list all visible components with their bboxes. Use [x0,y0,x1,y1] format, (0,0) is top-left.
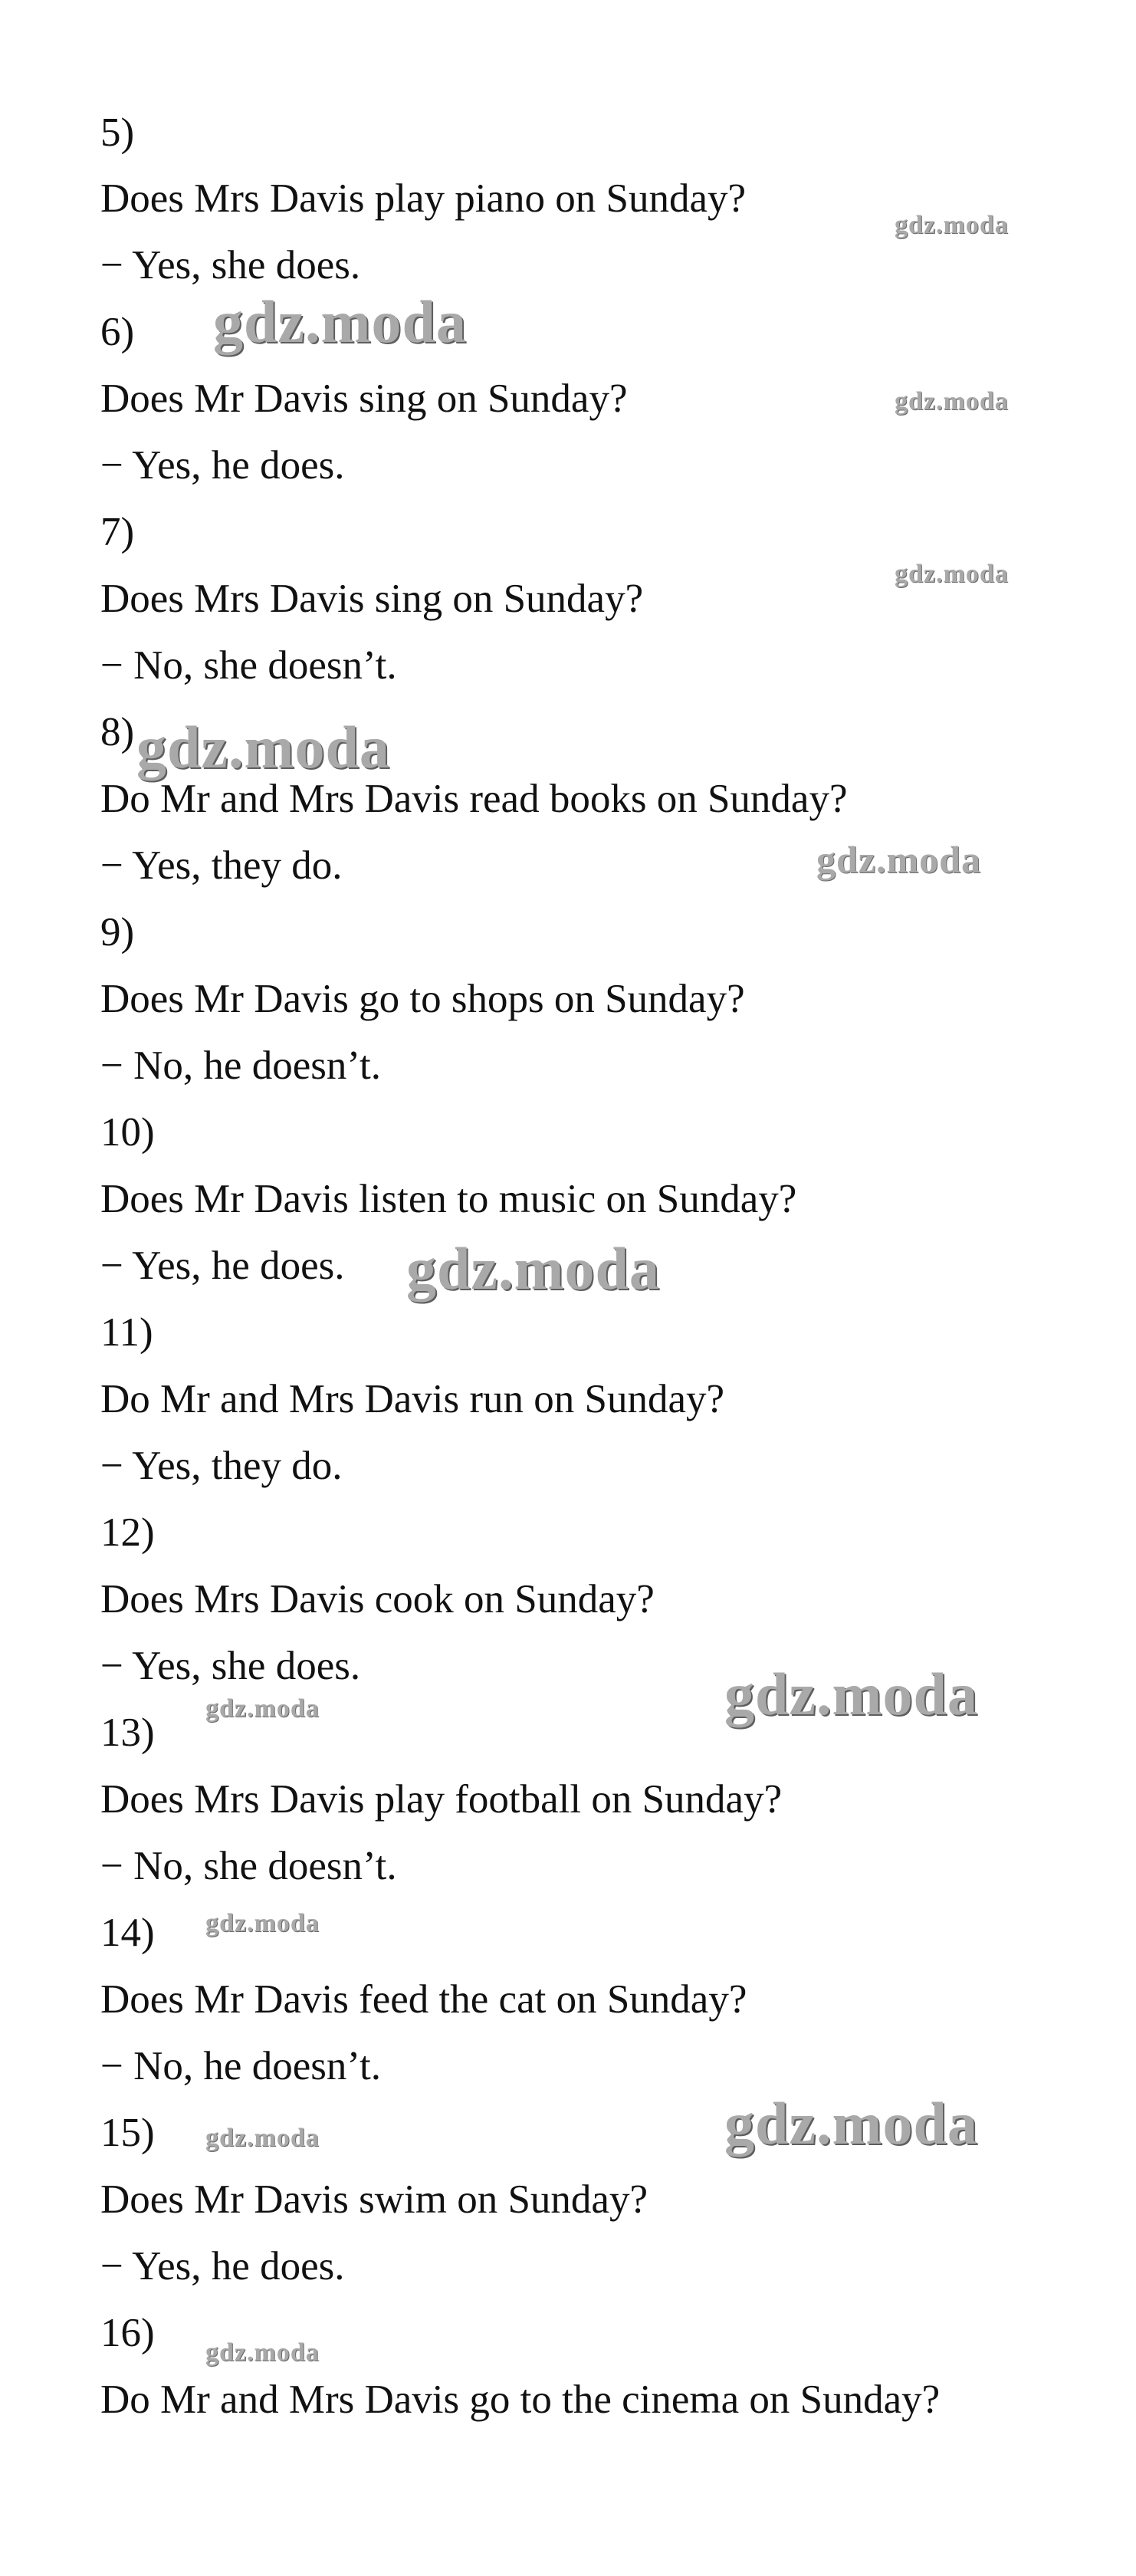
item-number-16: 16) [100,2311,155,2355]
answer-14: − No, he doesn’t. [100,2044,382,2088]
question-7: Does Mrs Davis sing on Sunday? [100,577,644,621]
question-16: Do Mr and Mrs Davis go to the cinema on Sunday? [100,2377,941,2422]
item-number-11: 11) [100,1310,153,1355]
item-number-6: 6) [100,310,135,354]
question-15: Does Mr Davis swim on Sunday? [100,2177,648,2222]
question-13: Does Mrs Davis play football on Sunday? [100,1777,783,1822]
answer-7: − No, she doesn’t. [100,643,397,688]
watermark-logo: gdz.moda [724,1661,978,1727]
question-12: Does Mrs Davis cook on Sunday? [100,1577,655,1622]
watermark-logo: gdz.moda [724,2090,978,2157]
answer-15: − Yes, he does. [100,2244,345,2288]
question-6: Does Mr Davis sing on Sunday? [100,376,628,421]
question-9: Does Mr Davis go to shops on Sunday? [100,977,745,1021]
answer-13: − No, she doesn’t. [100,1844,397,1888]
watermark-logo: gdz.moda [213,288,467,355]
watermark-logo: gdz.moda [816,838,981,881]
answer-6: − Yes, he does. [100,443,345,488]
watermark-logo: gdz.moda [205,2338,320,2367]
answer-12: − Yes, she does. [100,1644,361,1688]
watermark-logo: gdz.moda [205,1694,320,1723]
answer-10: − Yes, he does. [100,1244,345,1288]
watermark-logo: gdz.moda [205,1909,320,1937]
question-8: Do Mr and Mrs Davis read books on Sunday? [100,777,848,821]
answer-11: − Yes, they do. [100,1444,343,1488]
question-14: Does Mr Davis feed the cat on Sunday? [100,1977,747,2022]
question-11: Do Mr and Mrs Davis run on Sunday? [100,1377,725,1421]
question-10: Does Mr Davis listen to music on Sunday? [100,1177,797,1221]
item-number-5: 5) [100,110,135,155]
item-number-8: 8) [100,710,135,754]
watermark-logo: gdz.moda [406,1235,660,1302]
watermark-logo: gdz.moda [136,714,390,780]
item-number-7: 7) [100,510,135,554]
item-number-10: 10) [100,1110,155,1155]
item-number-13: 13) [100,1710,155,1755]
watermark-logo: gdz.moda [895,560,1009,588]
answer-8: − Yes, they do. [100,843,343,888]
watermark-logo: gdz.moda [895,387,1009,416]
item-number-15: 15) [100,2111,155,2155]
watermark-logo: gdz.moda [895,211,1009,239]
item-number-9: 9) [100,910,135,955]
answer-5: − Yes, she does. [100,243,361,288]
item-number-12: 12) [100,1510,155,1555]
item-number-14: 14) [100,1911,155,1955]
question-5: Does Mrs Davis play piano on Sunday? [100,176,746,221]
watermark-logo: gdz.moda [205,2124,320,2152]
answer-9: − No, he doesn’t. [100,1043,382,1088]
